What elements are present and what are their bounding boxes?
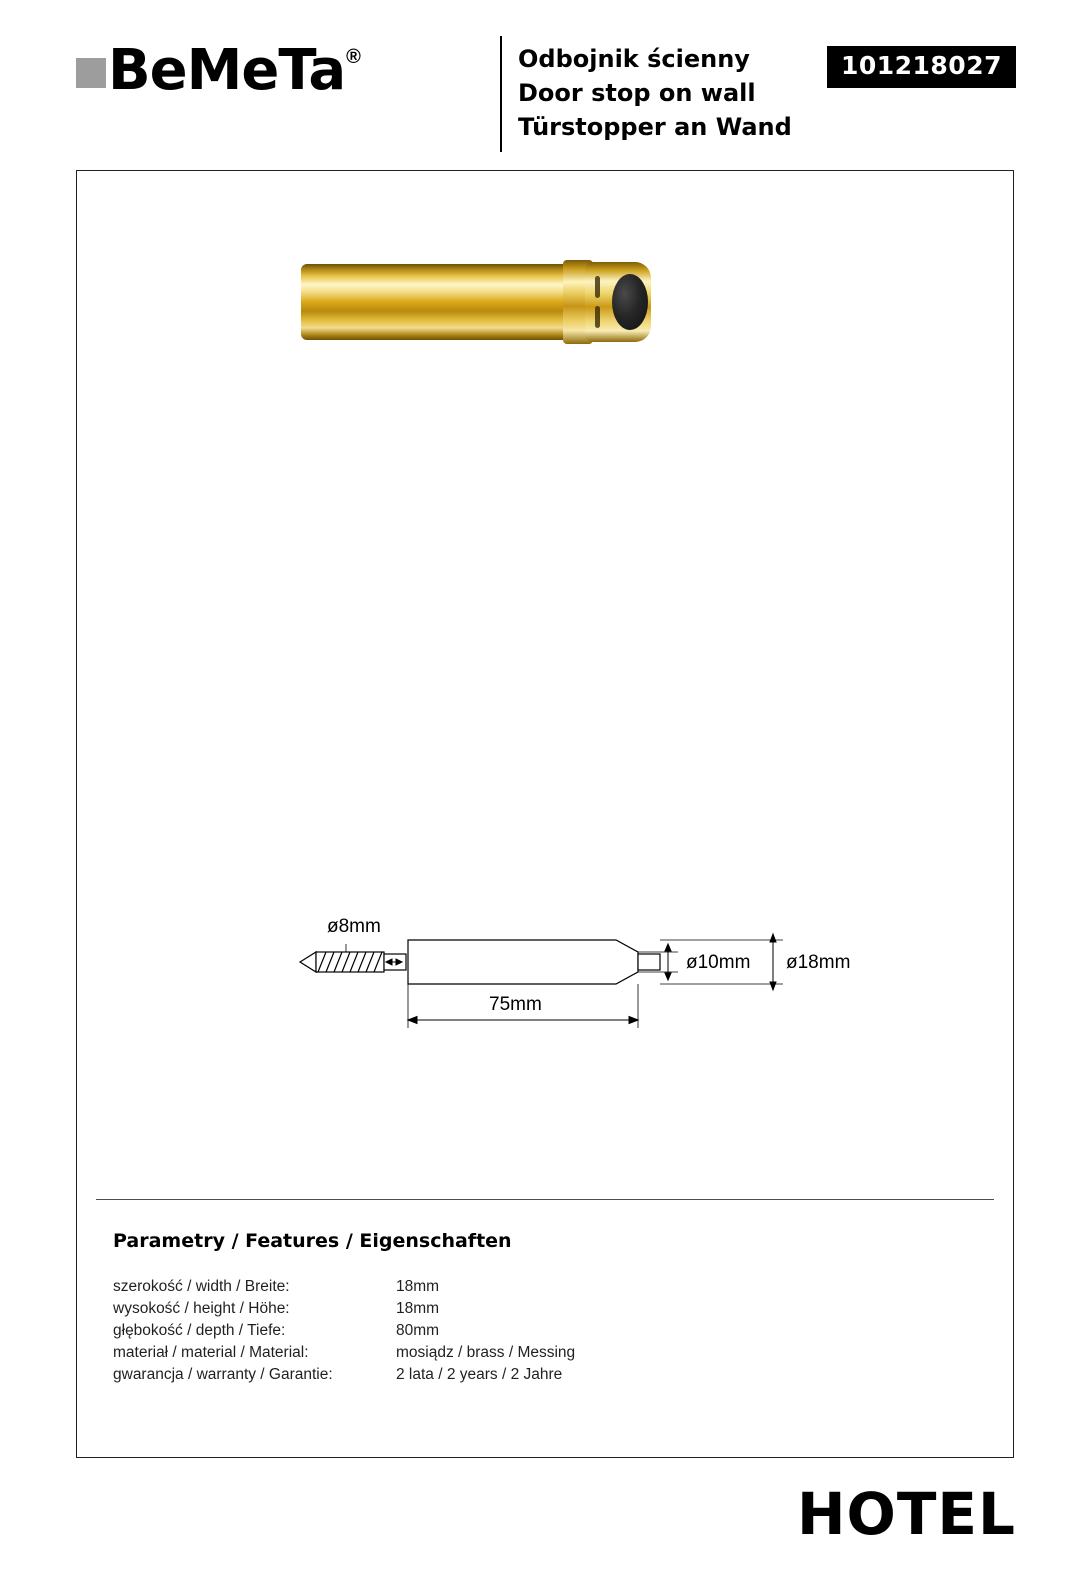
product-title-de: Türstopper an Wand [518, 113, 792, 141]
table-row [113, 1342, 756, 1364]
table-row [113, 1276, 756, 1298]
feature-value: 18mm [396, 1300, 440, 1317]
feature-label: głębokość / depth / Tiefe: [113, 1322, 286, 1339]
dim-length: 75mm [489, 994, 542, 1015]
cap-slot-top [595, 276, 600, 298]
feature-value: 2 lata / 2 years / 2 Jahre [396, 1366, 563, 1383]
feature-label: gwarancja / warranty / Garantie: [113, 1366, 333, 1383]
dim-screw-diameter: ø8mm [327, 916, 381, 937]
feature-value: 80mm [396, 1322, 440, 1339]
page-header [76, 36, 1016, 156]
features-table [113, 1276, 756, 1386]
feature-label: szerokość / width / Breite: [113, 1278, 290, 1295]
product-photo [301, 260, 651, 344]
cap-slot-bottom [595, 306, 600, 328]
series-label: HOTEL [797, 1480, 1016, 1548]
brand-name: BeMeTa [108, 38, 346, 103]
header-divider [500, 36, 502, 152]
brand-square-icon [76, 58, 106, 88]
product-code-badge: 101218027 [827, 46, 1016, 88]
features-heading: Parametry / Features / Eigenschaften [113, 1230, 512, 1252]
feature-value: 18mm [396, 1278, 440, 1295]
product-title-en: Door stop on wall [518, 79, 756, 107]
dim-body-diameter: ø18mm [786, 952, 851, 973]
product-body [301, 264, 591, 340]
technical-drawing [286, 916, 851, 1040]
table-row [113, 1320, 756, 1342]
feature-label: materiał / material / Material: [113, 1344, 309, 1361]
feature-value: mosiądz / brass / Messing [396, 1344, 576, 1361]
product-title-pl: Odbojnik ścienny [518, 45, 750, 73]
content-frame [76, 170, 1014, 1458]
table-row [113, 1298, 756, 1320]
registered-trademark-icon: ® [346, 46, 361, 68]
features-divider [96, 1199, 994, 1200]
technical-drawing-svg [286, 920, 846, 1040]
brand-logo [76, 40, 361, 102]
dim-neck-diameter: ø10mm [686, 952, 751, 973]
product-rubber-tip [612, 274, 648, 330]
product-title-block [518, 42, 792, 144]
feature-label: wysokość / height / Höhe: [113, 1300, 290, 1317]
table-row [113, 1364, 756, 1386]
